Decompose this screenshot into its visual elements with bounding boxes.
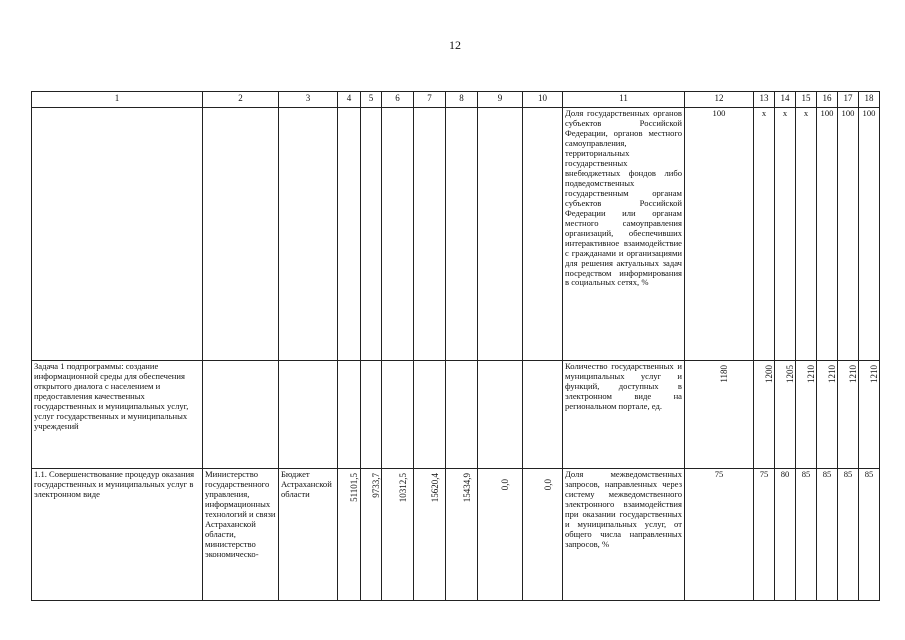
value-cell: 85 xyxy=(859,469,880,601)
value-cell: 80 xyxy=(775,469,796,601)
indicator-cell: Количество государственных и муниципальных услуг и функций, доступных в электронном виде на региональном портале, ед. xyxy=(563,361,685,469)
value-cell xyxy=(685,361,754,469)
column-header: 6 xyxy=(382,92,414,108)
table-cell xyxy=(338,108,361,361)
table-cell xyxy=(478,361,523,469)
amount-cell xyxy=(446,469,478,601)
amount-cell xyxy=(414,469,446,601)
value-cell: x xyxy=(775,108,796,361)
value-cell: 85 xyxy=(817,469,838,601)
indicator-cell: Доля государственных органов субъектов Российской Федерации, органов местного самоуправления, территориальных государственных внебюджетных фондов либо подведомственных государственным органам субъектов Российской Федерации или органам местного самоуправления организаций, обеспечивших интерактивное взаимодействие с гражданами и организациями для решения актуальных задач посредством информирования в социальных сетях, % xyxy=(563,108,685,361)
activity-cell: 1.1. Совершенствование процедур оказания государственных и муниципальных услуг в электронном виде xyxy=(32,469,203,601)
source-cell: Бюджет Астраханской области xyxy=(279,469,338,601)
table-cell xyxy=(203,108,279,361)
table-cell xyxy=(361,108,382,361)
value-cell xyxy=(775,361,796,469)
column-header: 17 xyxy=(838,92,859,108)
executor-cell: Министерство государственного управления, информационных технологий и связи Астраханской области, министерство экономическо- xyxy=(203,469,279,601)
table-cell xyxy=(361,361,382,469)
value-cell: 75 xyxy=(754,469,775,601)
table-row xyxy=(32,469,880,601)
column-header: 16 xyxy=(817,92,838,108)
column-header: 1 xyxy=(32,92,203,108)
amount-cell xyxy=(523,469,563,601)
table-row xyxy=(32,361,880,469)
table-cell xyxy=(414,361,446,469)
value-cell: 100 xyxy=(685,108,754,361)
value-cell xyxy=(817,361,838,469)
table-cell xyxy=(382,108,414,361)
value-cell: 85 xyxy=(796,469,817,601)
table-cell xyxy=(338,361,361,469)
value-cell: 85 xyxy=(838,469,859,601)
table-row xyxy=(32,108,880,361)
column-header: 3 xyxy=(279,92,338,108)
indicator-cell: Доля межведомственных запросов, направленных через систему межведомственного электронного взаимодействия при оказании государственных и муниципальных услуг, от общего числа направленных запросов, % xyxy=(563,469,685,601)
column-header: 5 xyxy=(361,92,382,108)
value-cell: 100 xyxy=(859,108,880,361)
rotated-value: 15620,4 xyxy=(429,473,440,503)
table-cell xyxy=(478,108,523,361)
amount-cell xyxy=(361,469,382,601)
table-cell xyxy=(414,108,446,361)
value-cell: 100 xyxy=(817,108,838,361)
table-cell xyxy=(279,108,338,361)
rotated-value: 1200 xyxy=(764,365,774,383)
amount-cell xyxy=(478,469,523,601)
amount-cell xyxy=(382,469,414,601)
value-cell xyxy=(859,361,880,469)
rotated-value: 1210 xyxy=(869,365,879,383)
rotated-value: 1180 xyxy=(719,365,729,383)
rotated-value: 1210 xyxy=(806,365,816,383)
rotated-value: 0,0 xyxy=(500,479,510,491)
rotated-value: 0,0 xyxy=(542,479,553,491)
value-cell xyxy=(754,361,775,469)
column-header: 11 xyxy=(563,92,685,108)
column-header: 10 xyxy=(523,92,563,108)
amount-cell xyxy=(338,469,361,601)
column-header: 4 xyxy=(338,92,361,108)
table-cell xyxy=(279,361,338,469)
page-number: 12 xyxy=(449,38,461,52)
column-header: 13 xyxy=(754,92,775,108)
table-cell xyxy=(203,361,279,469)
value-cell: x xyxy=(796,108,817,361)
rotated-value: 10312,5 xyxy=(397,473,408,503)
table-cell xyxy=(523,361,563,469)
table-cell xyxy=(32,108,203,361)
column-header: 7 xyxy=(414,92,446,108)
rotated-value: 1205 xyxy=(785,365,795,383)
rotated-value: 15434,9 xyxy=(461,473,472,503)
column-header: 18 xyxy=(859,92,880,108)
document-table-wrapper xyxy=(31,91,880,601)
rotated-value: 1210 xyxy=(848,365,858,383)
program-table xyxy=(31,91,880,601)
table-cell xyxy=(523,108,563,361)
column-header: 12 xyxy=(685,92,754,108)
value-cell: x xyxy=(754,108,775,361)
value-cell xyxy=(838,361,859,469)
rotated-value: 51101,5 xyxy=(349,473,359,502)
column-header: 15 xyxy=(796,92,817,108)
table-cell xyxy=(446,108,478,361)
column-header: 8 xyxy=(446,92,478,108)
header-row xyxy=(32,92,880,108)
column-header: 9 xyxy=(478,92,523,108)
value-cell: 100 xyxy=(838,108,859,361)
table-cell xyxy=(382,361,414,469)
table-cell xyxy=(446,361,478,469)
rotated-value: 1210 xyxy=(827,365,837,383)
rotated-value: 9733,7 xyxy=(371,473,381,498)
column-header: 2 xyxy=(203,92,279,108)
task-cell: Задача 1 подпрограммы: создание информационной среды для обеспечения открытого диалога с населением и предоставления качественных государственных и муниципальных услуг, услуг государственных и муниципальных учреждений xyxy=(32,361,203,469)
value-cell xyxy=(796,361,817,469)
column-header: 14 xyxy=(775,92,796,108)
value-cell: 75 xyxy=(685,469,754,601)
